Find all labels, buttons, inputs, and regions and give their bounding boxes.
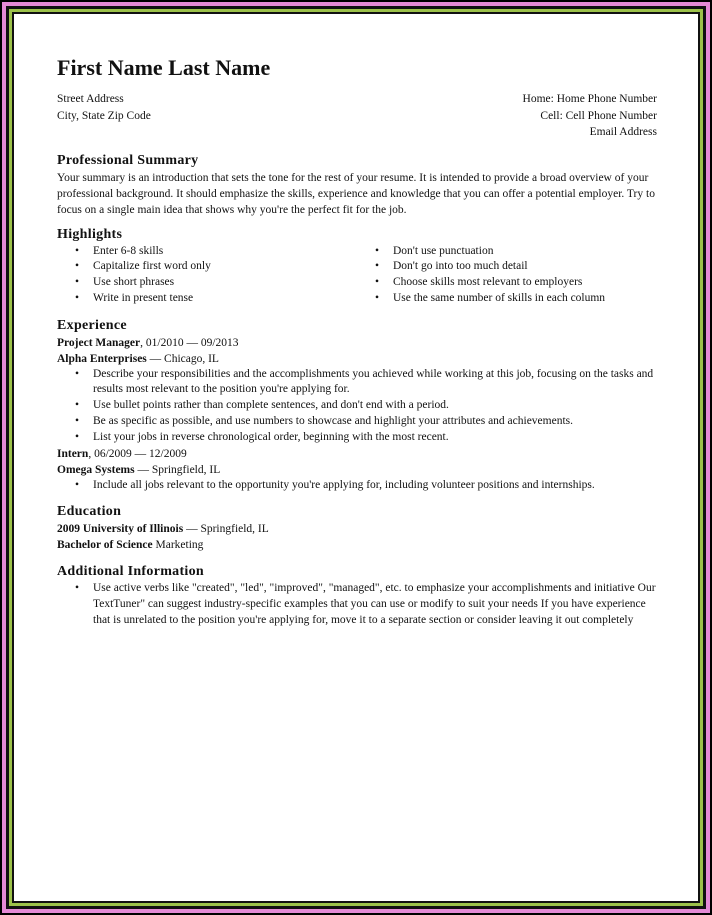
job-location: — Chicago, IL: [146, 352, 219, 365]
list-item: • Include all jobs relevant to the opportunity you're applying for, including volunteer positions and internships.: [93, 478, 657, 494]
education-degree-line: [57, 537, 657, 553]
phone-email-block: [523, 91, 657, 141]
list-item: • Use active verbs like "created", "led", "improved", "managed", etc. to emphasize your accomplishments and initiative Our TextTuner" can suggest industry-specific examples that you can use or modify to suit your needs If you have experience that is unrelated to the position you're applying for, move it to a separate section or consider leaving it out completely: [93, 581, 657, 628]
summary-text: Your summary is an introduction that sets the tone for the rest of your resume. It is intended to provide a broad overview of your professional background. It should emphasize the skills, experience and knowledge that you can offer a potential employer. Try to focus on a single main idea that shows why you're the perfect fit for the job.: [57, 171, 655, 216]
city-state-zip: City, State Zip Code: [57, 109, 151, 122]
cell-phone: Cell: Cell Phone Number: [540, 109, 657, 122]
list-item: • Don't go into too much detail: [393, 259, 657, 275]
job-title-line: [57, 446, 657, 462]
street-address: Street Address: [57, 93, 124, 105]
list-item: • Don't use punctuation: [393, 244, 657, 260]
list-item: • Capitalize first word only: [93, 259, 357, 275]
job-dates: , 06/2009 — 12/2009: [88, 447, 187, 460]
job-dates: , 01/2010 — 09/2013: [140, 336, 239, 349]
job-company-line: [57, 462, 657, 478]
education-heading: Education: [57, 504, 122, 520]
highlights-columns: [57, 244, 657, 307]
list-item: • Use short phrases: [93, 275, 357, 291]
job-location: — Springfield, IL: [134, 463, 221, 476]
job-role: Project Manager: [57, 336, 141, 349]
summary-heading: Professional Summary: [57, 152, 199, 168]
list-item: • Describe your responsibilities and the accomplishments you achieved while working at this job, focusing on the tasks and results most relevant to the position you're applying for.: [93, 367, 657, 399]
home-phone: Home: Home Phone Number: [522, 93, 657, 105]
job-company: Omega Systems: [57, 463, 135, 476]
highlights-left-list: [57, 244, 357, 307]
resume-content: [57, 54, 657, 629]
job-company-line: [57, 351, 657, 367]
address-block: [57, 91, 151, 141]
education-school-line: [57, 521, 657, 537]
job-bullets: [57, 478, 657, 494]
list-item: • Choose skills most relevant to employers: [393, 275, 657, 291]
school-location: — Springfield, IL: [183, 523, 269, 536]
contact-block: [57, 91, 657, 141]
full-name: First Name Last Name: [57, 55, 271, 80]
list-item: • Use the same number of skills in each column: [393, 291, 657, 307]
job-role: Intern: [57, 447, 89, 460]
email-address: Email Address: [589, 126, 657, 138]
list-item: • Use bullet points rather than complete sentences, and don't end with a period.: [93, 398, 657, 414]
list-item: • Enter 6-8 skills: [93, 244, 357, 260]
additional-bullets: [57, 581, 657, 628]
highlights-right-list: [357, 244, 657, 307]
list-item: • Write in present tense: [93, 291, 357, 307]
experience-heading: Experience: [57, 317, 127, 333]
job-title-line: [57, 335, 657, 351]
additional-info-heading: Additional Information: [57, 564, 205, 580]
degree-field: Marketing: [152, 539, 204, 552]
school-name: 2009 University of Illinois: [57, 523, 184, 536]
highlights-heading: Highlights: [57, 226, 123, 242]
degree-name: Bachelor of Science: [57, 539, 153, 552]
job-company: Alpha Enterprises: [57, 352, 147, 365]
list-item: • Be as specific as possible, and use numbers to showcase and highlight your attributes and achievements.: [93, 414, 657, 430]
resume-page: [14, 14, 698, 901]
job-bullets: [57, 367, 657, 446]
list-item: • List your jobs in reverse chronological order, beginning with the most recent.: [93, 430, 657, 446]
